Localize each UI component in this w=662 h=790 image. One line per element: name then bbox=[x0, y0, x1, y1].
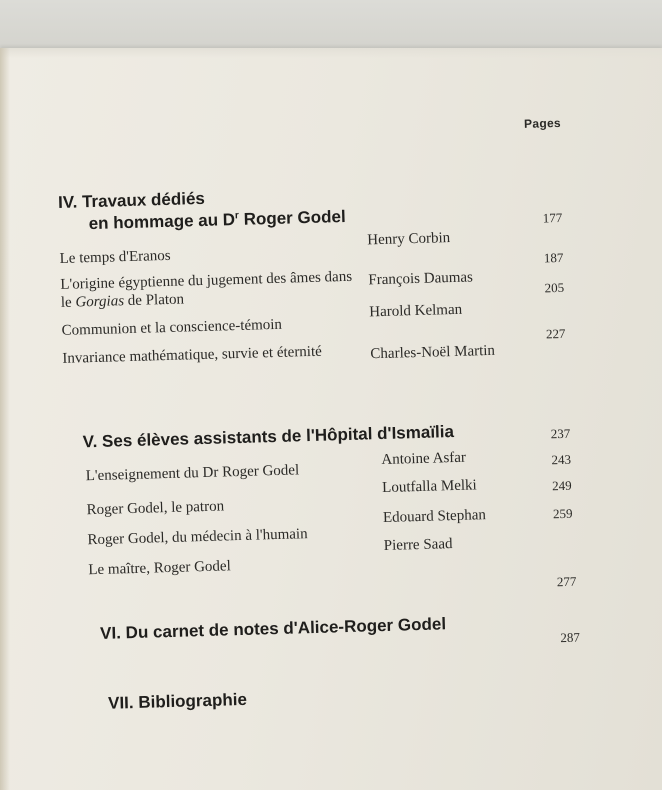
toc-entry-author: Henry Corbin bbox=[367, 230, 451, 249]
toc-entry-author: Pierre Saad bbox=[383, 536, 453, 555]
toc-entry-title: L'origine égyptienne du jugement des âmes dans le Gorgias de Platon bbox=[60, 268, 353, 311]
section-vi-heading: VI. Du carnet de notes d'Alice-Roger Godel bbox=[99, 614, 447, 643]
toc-entry-page: 227 bbox=[545, 325, 566, 342]
toc-entry-title: Roger Godel, du médecin à l'humain bbox=[87, 526, 308, 549]
toc-entry-title: Invariance mathématique, survie et éternité bbox=[62, 343, 323, 367]
pages-column-header: Pages bbox=[523, 115, 562, 131]
toc-entry-title: Le maître, Roger Godel bbox=[88, 558, 231, 579]
toc-entry-title: Le temps d'Eranos bbox=[59, 247, 171, 267]
toc-entry-title: L'enseignement du Dr Roger Godel bbox=[85, 462, 300, 485]
page-spine-shadow bbox=[0, 48, 10, 790]
toc-entry-page: 277 bbox=[556, 573, 577, 590]
toc-entry-page: 243 bbox=[551, 451, 572, 468]
toc-entry-page: 259 bbox=[552, 505, 573, 522]
toc-entry-page: 177 bbox=[542, 209, 563, 226]
toc-entry-title: Communion et la conscience-témoin bbox=[61, 316, 283, 339]
toc-entry-page: 287 bbox=[560, 629, 581, 646]
toc-entry-author: Antoine Asfar bbox=[381, 449, 467, 469]
toc-entry-author: Edouard Stephan bbox=[382, 507, 487, 527]
toc-entry-page: 187 bbox=[543, 249, 564, 266]
toc-entry-title: Roger Godel, le patron bbox=[86, 498, 225, 519]
toc-entry-author: Charles-Noël Martin bbox=[370, 342, 496, 363]
book-page bbox=[0, 48, 662, 790]
section-iv-heading: IV. Travaux dédiés en hommage au $D^r$ Roger Godel bbox=[57, 188, 346, 234]
toc-entry-author: François Daumas bbox=[368, 269, 474, 289]
section-v-heading: V. Ses élèves assistants de l'Hôpital d'Ismaïlia bbox=[82, 422, 455, 452]
section-vii-heading: VII. Bibliographie bbox=[107, 689, 248, 713]
toc-entry-author: Loutfalla Melki bbox=[381, 477, 477, 497]
toc-entry-author: Harold Kelman bbox=[369, 301, 463, 321]
toc-entry-page: 205 bbox=[544, 279, 565, 296]
toc-entry-page: 249 bbox=[551, 477, 572, 494]
toc-entry-page: 237 bbox=[550, 425, 571, 442]
